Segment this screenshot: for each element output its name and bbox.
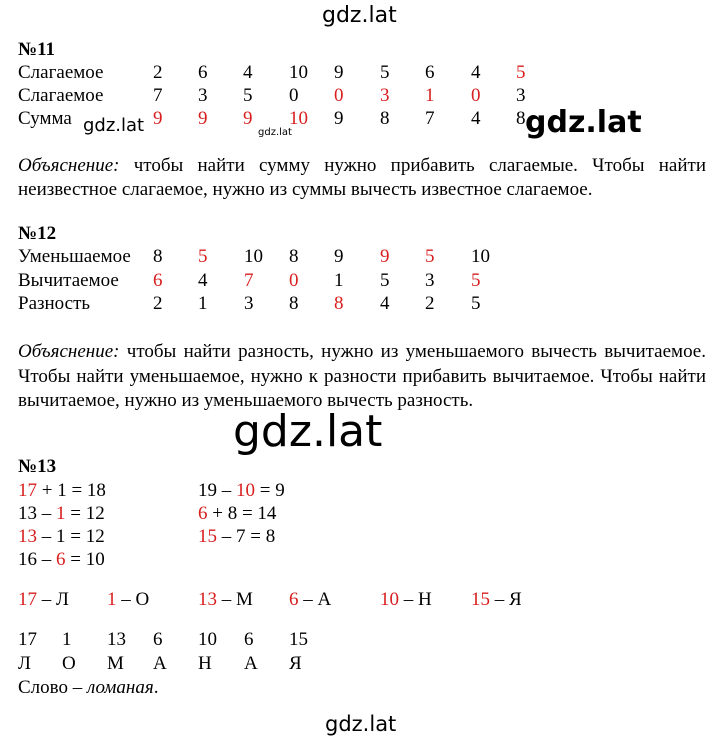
explanation-label: Объяснение:: [18, 341, 120, 362]
table-cell: 8: [516, 108, 526, 129]
table-cell: 5: [516, 62, 526, 83]
key-letter: – М: [217, 589, 253, 610]
decode-number: 15: [289, 629, 308, 650]
equation: [198, 527, 275, 546]
equation: [18, 481, 106, 500]
equation-part: 19 –: [198, 480, 236, 501]
table-cell: 3: [516, 85, 526, 106]
table-cell: 8: [153, 246, 163, 267]
key-item: [107, 590, 149, 609]
table-cell: 4: [243, 62, 253, 83]
table-cell: 7: [244, 270, 254, 291]
row-label: Разность: [18, 293, 91, 314]
equation: [18, 504, 105, 523]
key-number: 10: [380, 589, 399, 610]
watermark-top: gdz.lat: [322, 3, 397, 28]
equation-part: 1: [56, 503, 66, 524]
table-cell: 6: [153, 270, 163, 291]
decode-number: 6: [153, 629, 163, 650]
table-cell: 0: [471, 85, 481, 106]
table-cell: 8: [289, 246, 299, 267]
row-label: Слагаемое: [18, 62, 104, 83]
key-letter: – А: [298, 589, 332, 610]
key-item: [198, 590, 253, 609]
decode-number: 6: [244, 629, 254, 650]
table-cell: 7: [153, 85, 163, 106]
equation-part: = 12: [65, 503, 105, 524]
equation: [18, 550, 105, 569]
key-number: 15: [471, 589, 490, 610]
row-label: Слагаемое: [18, 85, 104, 106]
answer-suffix: .: [153, 677, 159, 698]
table-cell: 3: [198, 85, 208, 106]
table-cell: 9: [334, 246, 344, 267]
equation-part: 13 –: [18, 503, 56, 524]
decode-number: 10: [198, 629, 217, 650]
decode-number: 17: [18, 629, 37, 650]
equation-part: 15: [198, 526, 217, 547]
table-cell: 1: [425, 85, 435, 106]
table-cell: 5: [425, 246, 435, 267]
key-item: [289, 590, 331, 609]
table-cell: 9: [380, 246, 390, 267]
table-cell: 5: [380, 270, 390, 291]
equation: [18, 527, 105, 546]
table-cell: 0: [334, 85, 344, 106]
equation-part: + 8 = 14: [207, 503, 277, 524]
table-cell: 5: [198, 246, 208, 267]
key-letter: – Л: [37, 589, 69, 610]
key-number: 17: [18, 589, 37, 610]
table-cell: 5: [243, 85, 253, 106]
table-cell: 6: [425, 62, 435, 83]
table-cell: 4: [198, 270, 208, 291]
table-cell: 9: [198, 108, 208, 129]
table-cell: 5: [471, 293, 481, 314]
table-cell: 8: [380, 108, 390, 129]
watermark-inline-small: gdz.lat: [83, 115, 145, 136]
table-cell: 2: [153, 62, 163, 83]
decode-letter: А: [244, 653, 258, 674]
task-13-answer: [18, 678, 158, 697]
explanation-text: чтобы найти разность, нужно из уменьшаемого вычесть вычитаемое. Чтобы найти уменьшаемое, нужно к разности прибавить вычитаемое. Чтобы найти вычитаемое, нужно из уменьшаемого вычесть разность.: [18, 341, 706, 411]
table-cell: 4: [471, 108, 481, 129]
key-item: [471, 590, 522, 609]
decode-letter: М: [107, 653, 124, 674]
table-cell: 7: [425, 108, 435, 129]
key-letter: – Я: [490, 589, 522, 610]
key-item: [18, 590, 69, 609]
table-cell: 1: [334, 270, 344, 291]
table-cell: 10: [244, 246, 263, 267]
key-number: 1: [107, 589, 117, 610]
table-cell: 9: [153, 108, 163, 129]
table-cell: 5: [471, 270, 481, 291]
decode-number: 13: [107, 629, 126, 650]
explanation-label: Объяснение:: [18, 155, 120, 176]
equation-part: 6: [198, 503, 208, 524]
task-13-title: №13: [18, 456, 57, 477]
table-cell: 10: [289, 62, 308, 83]
equation-part: 13: [18, 526, 37, 547]
equation-part: = 10: [65, 549, 105, 570]
equation-part: – 7 = 8: [217, 526, 276, 547]
task-11-explanation: [18, 154, 706, 202]
table-cell: 0: [289, 85, 299, 106]
equation: [198, 481, 285, 500]
key-letter: – О: [116, 589, 150, 610]
equation-part: 10: [236, 480, 255, 501]
row-label: Вычитаемое: [18, 270, 119, 291]
table-cell: 9: [243, 108, 253, 129]
explanation-text: чтобы найти сумму нужно прибавить слагаемые. Чтобы найти неизвестное слагаемое, нужно из суммы вычесть известное слагаемое.: [18, 155, 706, 200]
equation: [198, 504, 276, 523]
table-cell: 2: [153, 293, 163, 314]
row-label: Сумма: [18, 108, 72, 129]
table-cell: 1: [198, 293, 208, 314]
equation-part: 17: [18, 480, 37, 501]
key-number: 6: [289, 589, 299, 610]
key-number: 13: [198, 589, 217, 610]
table-cell: 9: [334, 62, 344, 83]
table-cell: 10: [289, 108, 308, 129]
watermark-center-big: gdz.lat: [233, 406, 383, 457]
decode-letter: А: [153, 653, 167, 674]
equation-part: 6: [56, 549, 66, 570]
answer-prefix: Слово –: [18, 677, 87, 698]
table-cell: 3: [425, 270, 435, 291]
task-12-title: №12: [18, 223, 57, 244]
table-cell: 9: [334, 108, 344, 129]
equation-part: 16 –: [18, 549, 56, 570]
key-letter: – Н: [399, 589, 432, 610]
table-cell: 6: [198, 62, 208, 83]
watermark-bottom: gdz.lat: [325, 712, 397, 736]
key-item: [380, 590, 432, 609]
table-cell: 4: [380, 293, 390, 314]
decode-number: 1: [62, 629, 72, 650]
watermark-right-big: gdz.lat: [525, 105, 642, 140]
row-label: Уменьшаемое: [18, 246, 131, 267]
table-cell: 4: [471, 62, 481, 83]
table-cell: 3: [244, 293, 254, 314]
task-11-title: №11: [18, 39, 56, 60]
decode-letter: Н: [198, 653, 212, 674]
decode-letter: Я: [289, 653, 302, 674]
table-cell: 3: [380, 85, 390, 106]
table-cell: 2: [425, 293, 435, 314]
table-cell: 0: [289, 270, 299, 291]
table-cell: 8: [334, 293, 344, 314]
decode-letter: О: [62, 653, 76, 674]
watermark-inline-tiny: gdz.lat: [258, 127, 292, 138]
task-12-explanation: [18, 340, 706, 414]
table-cell: 10: [471, 246, 490, 267]
answer-word: ломаная: [87, 677, 154, 698]
table-cell: 5: [380, 62, 390, 83]
equation-part: = 9: [255, 480, 285, 501]
decode-letter: Л: [18, 653, 31, 674]
equation-part: + 1 = 18: [37, 480, 106, 501]
table-cell: 8: [289, 293, 299, 314]
equation-part: – 1 = 12: [37, 526, 105, 547]
